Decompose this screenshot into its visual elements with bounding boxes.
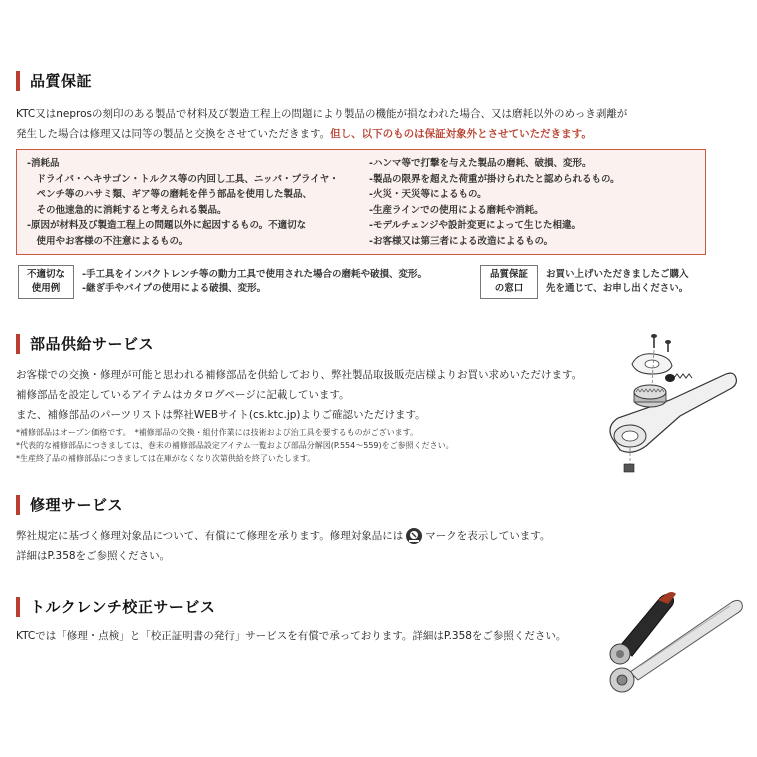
title-accent-bar [16,71,20,91]
quality-para-line2-emph: 但し、以下のものは保証対象外とさせていただきます。 [330,128,592,140]
ratchet-parts-illustration [592,330,742,480]
quality-para-line2-normal: 発生した場合は修理又は同等の製品と交換をさせていただきます。 [16,128,331,140]
section-title-quality [16,70,92,91]
title-accent-bar [16,597,20,617]
warranty-exclusion-box [16,149,706,255]
exclusion-item: -原因が材料及び製造工程上の問題以外に起因するもの。不適切な [27,220,307,231]
section-title-repair [16,494,123,515]
exclusion-item: -火災・天災等によるもの。 [369,189,487,200]
torque-line1: KTCでは「修理・点検」と「校正証明書の発行」サービスを有償で承っております。詳細はP.358をご参照ください。 [16,630,567,642]
quality-paragraph [16,104,627,144]
title-accent-bar [16,334,20,354]
section-title-torque-text: トルクレンチ校正サービス [30,598,216,616]
parts-line1: お客様での交換・修理が可能と思われる補修部品を供給しており、弊社製品取扱販売店様よりお買い求めいただけます。 [16,369,583,381]
repair-paragraph [16,526,550,566]
section-title-quality-text: 品質保証 [30,72,93,90]
repair-line1: 弊社規定に基づく修理対象品について、有償にて修理を承ります。修理対象品には マークを表示しています。 [16,526,550,546]
parts-note: *代表的な補修部品につきましては、巻末の補修部品設定アイテム一覧および部品分解図(P.554～559)をご参照ください。 [16,441,454,450]
warranty-contact-label: 品質保証 の窓口 [480,265,538,299]
exclusion-item: その他速急的に消耗すると考えられる製品。 [27,204,227,216]
section-title-parts-text: 部品供給サービス [30,335,155,353]
parts-paragraph [16,365,582,425]
exclusion-item: -ハンマ等で打撃を与えた製品の磨耗、破損、変形。 [369,158,592,169]
parts-note: *生産終了品の補修部品につきましては在庫がなくなり次第供給を終了いたします。 [16,454,316,463]
torque-wrench-illustration [600,580,750,700]
warranty-contact-text: お買い上げいただきましたご購入 先を通じて、お申し出ください。 [546,269,689,294]
section-title-repair-text: 修理サービス [30,496,124,514]
exclusion-item: -お客様又は第三者による改造によるもの。 [369,235,554,247]
repair-mark-icon [405,527,423,545]
torque-paragraph [16,626,566,646]
section-title-parts [16,333,154,354]
repair-line2: 詳細はP.358をご参照ください。 [16,550,171,562]
parts-line3: また、補修部品のパーツリストは弊社WEBサイト(cs.ktc.jp)よりご確認いただけます。 [16,409,426,421]
exclusion-item: ドライバ・ヘキサゴン・トルクス等の内回し工具、ニッパ・プライヤ・ [27,173,339,185]
exclusion-item: ペンチ等のハサミ類、ギア等の磨耗を伴う部品を使用した製品、 [27,189,313,200]
parts-note: *補修部品はオープン価格です。 *補修部品の交換・組付作業には技術および治工具を要するものがございます。 [16,428,418,437]
exclusion-item: -生産ラインでの使用による磨耗や消耗。 [369,204,544,216]
improper-use-text: -手工具をインパクトレンチ等の動力工具で使用された場合の磨耗や破損、変形。 -継ぎ手やパイプの使用による破損、変形。 [82,269,428,294]
warranty-exclusions-right [369,156,620,249]
quality-para-line2 [16,124,627,144]
title-accent-bar [16,495,20,515]
section-title-torque [16,596,215,617]
parts-notes [16,426,454,465]
exclusion-item: -消耗品 [27,158,60,169]
quality-para-line1: KTC又はneprosの刻印のある製品で材料及び製造工程上の問題により製品の機能が損なわれた場合、又は磨耗以外のめっき剥離が [16,108,628,120]
exclusion-item: -製品の限界を超えた荷重が掛けられたと認められるもの。 [369,173,620,185]
warranty-exclusions-left [27,156,339,249]
exclusion-item: 使用やお客様の不注意によるもの。 [27,235,189,247]
improper-use-label: 不適切な 使用例 [18,265,74,299]
parts-line2: 補修部品を設定しているアイテムはカタログページに記載しています。 [16,389,350,401]
exclusion-item: -モデルチェンジや設計変更によって生じた相違。 [369,220,581,231]
